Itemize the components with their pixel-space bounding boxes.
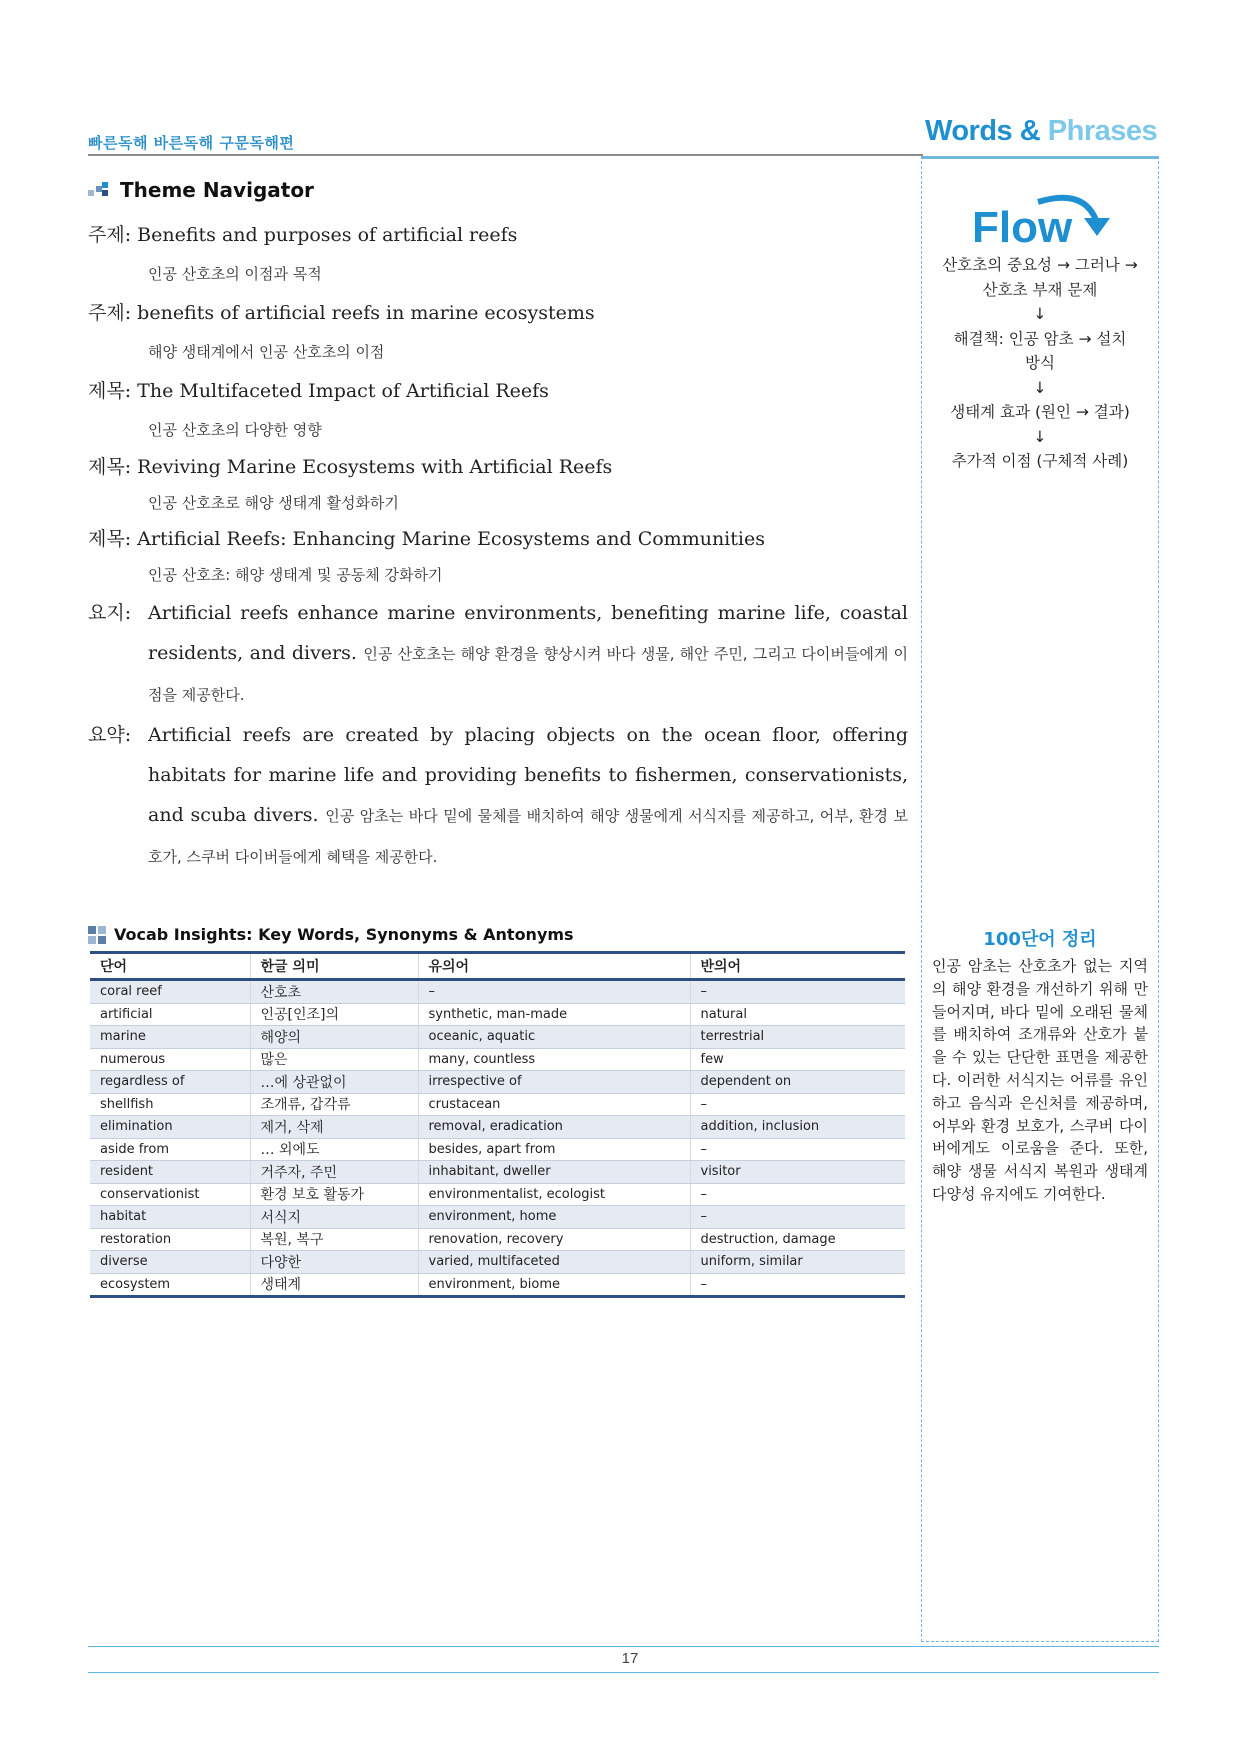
cell-synonym: besides, apart from bbox=[418, 1138, 690, 1161]
cell-meaning: 다양한 bbox=[250, 1251, 418, 1274]
cell-synonym: many, countless bbox=[418, 1048, 690, 1071]
entry-korean: 인공 산호초의 다양한 영향 bbox=[148, 421, 322, 439]
entry-english: Benefits and purposes of artificial reefs bbox=[137, 224, 518, 246]
cell-word: coral reef bbox=[90, 980, 250, 1004]
cell-meaning: 서식지 bbox=[250, 1206, 418, 1229]
flow-down-arrow: ↓ bbox=[1033, 305, 1047, 323]
grid-icon bbox=[88, 926, 106, 944]
cell-synonym: oceanic, aquatic bbox=[418, 1026, 690, 1049]
flow-down-arrow: ↓ bbox=[1033, 427, 1047, 446]
cell-antonym: dependent on bbox=[690, 1071, 905, 1094]
words-label: Words bbox=[925, 115, 1013, 147]
flow-arrowhead-icon bbox=[1084, 218, 1110, 236]
cell-word: diverse bbox=[90, 1251, 250, 1274]
theme-entry bbox=[88, 293, 908, 333]
flow-steps bbox=[928, 253, 1152, 474]
cell-synonym: – bbox=[418, 980, 690, 1004]
cell-meaning: … 외에도 bbox=[250, 1138, 418, 1161]
entry-korean: 인공 산호초의 이점과 목적 bbox=[148, 265, 322, 283]
cell-meaning: 조개류, 갑각류 bbox=[250, 1093, 418, 1116]
cell-antonym: terrestrial bbox=[690, 1026, 905, 1049]
amp-label: & bbox=[1012, 115, 1048, 147]
cell-synonym: environmentalist, ecologist bbox=[418, 1183, 690, 1206]
cell-meaning: 환경 보호 활동가 bbox=[250, 1183, 418, 1206]
cell-word: habitat bbox=[90, 1206, 250, 1229]
flow-logo-text: Flow bbox=[972, 203, 1073, 252]
entry-english: Artificial Reefs: Enhancing Marine Ecosystems and Communities bbox=[137, 528, 765, 550]
cell-synonym: environment, biome bbox=[418, 1273, 690, 1297]
entry-label: 주제: bbox=[88, 224, 132, 246]
entry-korean: 해양 생태계에서 인공 산호초의 이점 bbox=[148, 343, 385, 361]
cell-antonym: – bbox=[690, 980, 905, 1004]
vocab100-title: 100단어 정리 bbox=[983, 929, 1097, 950]
cell-word: regardless of bbox=[90, 1071, 250, 1094]
flow-line: 추가적 이점 (구체적 사례) bbox=[951, 452, 1129, 470]
entry-label: 제목: bbox=[88, 456, 132, 478]
table-row bbox=[90, 1161, 905, 1184]
cell-word: restoration bbox=[90, 1228, 250, 1251]
table-row bbox=[90, 1003, 905, 1026]
table-row bbox=[90, 1026, 905, 1049]
cell-synonym: renovation, recovery bbox=[418, 1228, 690, 1251]
page-number: 17 bbox=[621, 1650, 639, 1667]
entry-english: benefits of artificial reefs in marine ecosystems bbox=[137, 302, 595, 324]
cell-antonym: – bbox=[690, 1138, 905, 1161]
flow-line: 산호초의 중요성 → 그러나 → bbox=[942, 256, 1138, 274]
cell-meaning: 산호초 bbox=[250, 980, 418, 1004]
entry-english: Reviving Marine Ecosystems with Artificial Reefs bbox=[137, 456, 613, 478]
table-row bbox=[90, 1183, 905, 1206]
cell-word: resident bbox=[90, 1161, 250, 1184]
cell-antonym: – bbox=[690, 1206, 905, 1229]
cell-synonym: irrespective of bbox=[418, 1071, 690, 1094]
cell-word: conservationist bbox=[90, 1183, 250, 1206]
table-row bbox=[90, 980, 905, 1004]
cell-synonym: crustacean bbox=[418, 1093, 690, 1116]
table-row bbox=[90, 1251, 905, 1274]
theme-entry bbox=[88, 215, 908, 255]
flow-line: 생태계 효과 (원인 → 결과) bbox=[950, 403, 1130, 421]
cell-word: elimination bbox=[90, 1116, 250, 1139]
col-header-antonym: 반의어 bbox=[690, 953, 905, 980]
table-row bbox=[90, 1138, 905, 1161]
cell-antonym: uniform, similar bbox=[690, 1251, 905, 1274]
book-series-title: 빠른독해 바른독해 구문독해편 bbox=[88, 134, 295, 152]
cell-antonym: – bbox=[690, 1093, 905, 1116]
cell-meaning: 복원, 복구 bbox=[250, 1228, 418, 1251]
theme-entry bbox=[88, 371, 908, 411]
cell-meaning: 해양의 bbox=[250, 1026, 418, 1049]
summary-english: Artificial reefs are created by placing objects on the ocean floor, offering habitats for marine life and providing benefits to fishermen, conservationists, and scuba divers. bbox=[148, 724, 908, 826]
footer-divider-top bbox=[88, 1646, 1159, 1647]
col-header-synonym: 유의어 bbox=[418, 953, 690, 980]
flow-line: 해결책: 인공 암초 → 설치 bbox=[953, 329, 1127, 348]
gist-english: Artificial reefs enhance marine environments, benefiting marine life, coastal residents, and divers. bbox=[148, 602, 908, 664]
summary-paragraph bbox=[88, 715, 908, 877]
cell-word: ecosystem bbox=[90, 1273, 250, 1297]
cell-antonym: – bbox=[690, 1273, 905, 1297]
cell-antonym: destruction, damage bbox=[690, 1228, 905, 1251]
table-row bbox=[90, 1206, 905, 1229]
header-divider bbox=[88, 154, 923, 156]
flow-logo bbox=[968, 190, 1118, 255]
cell-word: marine bbox=[90, 1026, 250, 1049]
summary-korean: 인공 암초는 바다 밑에 물체를 배치하여 해양 생물에게 서식지를 제공하고, 어부, 환경 보호가, 스쿠버 다이버들에게 혜택을 제공한다. bbox=[148, 807, 908, 866]
words-phrases-title bbox=[925, 115, 1157, 148]
col-header-word: 단어 bbox=[90, 953, 250, 980]
vocab-insights-title: Vocab Insights: Key Words, Synonyms & Antonyms bbox=[114, 925, 574, 944]
cell-synonym: inhabitant, dweller bbox=[418, 1161, 690, 1184]
cell-antonym: visitor bbox=[690, 1161, 905, 1184]
cell-meaning: 거주자, 주민 bbox=[250, 1161, 418, 1184]
theme-content bbox=[88, 215, 908, 877]
dots-icon bbox=[88, 182, 110, 198]
cell-synonym: environment, home bbox=[418, 1206, 690, 1229]
vocab100-summary: 인공 암초는 산호초가 없는 지역의 해양 환경을 개선하기 위해 만들어지며, 바다 밑에 오래된 물체를 배치하여 조개류와 산호가 붙을 수 있는 단단한 표면을 제공한다. 이러한 서식지는 어류를 유인하고 음식과 은신처를 제공하며, 어부와 환경 보호가, 스쿠버 다이버에게도 이로움을 준다. 또한, 해양 생물 서식지 복원과 생태계 다양성 유지에도 기여한다. bbox=[932, 957, 1148, 1203]
theme-navigator-heading bbox=[88, 178, 314, 202]
table-row bbox=[90, 1273, 905, 1297]
entry-korean: 인공 산호초: 해양 생태계 및 공동체 강화하기 bbox=[148, 566, 443, 584]
gist-korean: 인공 산호초는 해양 환경을 향상시켜 바다 생물, 해안 주민, 그리고 다이버들에게 이점을 제공한다. bbox=[148, 645, 908, 704]
entry-label: 주제: bbox=[88, 302, 132, 324]
flow-line: 산호초 부재 문제 bbox=[982, 280, 1098, 299]
entry-english: The Multifaceted Impact of Artificial Reefs bbox=[137, 380, 549, 402]
cell-synonym: varied, multifaceted bbox=[418, 1251, 690, 1274]
cell-meaning: 인공[인조]의 bbox=[250, 1003, 418, 1026]
flow-down-arrow: ↓ bbox=[1033, 378, 1047, 397]
cell-antonym: – bbox=[690, 1183, 905, 1206]
cell-word: shellfish bbox=[90, 1093, 250, 1116]
entry-korean: 인공 산호초로 해양 생태계 활성화하기 bbox=[148, 494, 399, 512]
phrases-label: Phrases bbox=[1047, 115, 1158, 147]
table-row bbox=[90, 1116, 905, 1139]
gist-paragraph bbox=[88, 593, 908, 715]
vocab-table bbox=[90, 951, 905, 1298]
entry-label: 제목: bbox=[88, 380, 132, 402]
cell-antonym: addition, inclusion bbox=[690, 1116, 905, 1139]
cell-word: numerous bbox=[90, 1048, 250, 1071]
cell-synonym: synthetic, man-made bbox=[418, 1003, 690, 1026]
vocab-insights-heading bbox=[88, 925, 574, 944]
col-header-meaning: 한글 의미 bbox=[250, 953, 418, 980]
cell-antonym: natural bbox=[690, 1003, 905, 1026]
cell-meaning: 많은 bbox=[250, 1048, 418, 1071]
entry-label: 제목: bbox=[88, 528, 132, 550]
theme-entry bbox=[88, 449, 908, 485]
cell-synonym: removal, eradication bbox=[418, 1116, 690, 1139]
flow-line: 방식 bbox=[1025, 354, 1055, 372]
vocab-header-row bbox=[90, 953, 905, 980]
summary-label: 요약: bbox=[88, 724, 132, 746]
footer-divider-bottom bbox=[88, 1672, 1159, 1673]
theme-entry bbox=[88, 521, 908, 557]
table-row bbox=[90, 1048, 905, 1071]
cell-meaning: 생태계 bbox=[250, 1273, 418, 1297]
cell-word: artificial bbox=[90, 1003, 250, 1026]
table-row bbox=[90, 1228, 905, 1251]
cell-antonym: few bbox=[690, 1048, 905, 1071]
cell-meaning: …에 상관없이 bbox=[250, 1071, 418, 1094]
table-row bbox=[90, 1093, 905, 1116]
gist-label: 요지: bbox=[88, 602, 132, 624]
table-row bbox=[90, 1071, 905, 1094]
theme-navigator-title: Theme Navigator bbox=[120, 178, 314, 202]
cell-word: aside from bbox=[90, 1138, 250, 1161]
cell-meaning: 제거, 삭제 bbox=[250, 1116, 418, 1139]
